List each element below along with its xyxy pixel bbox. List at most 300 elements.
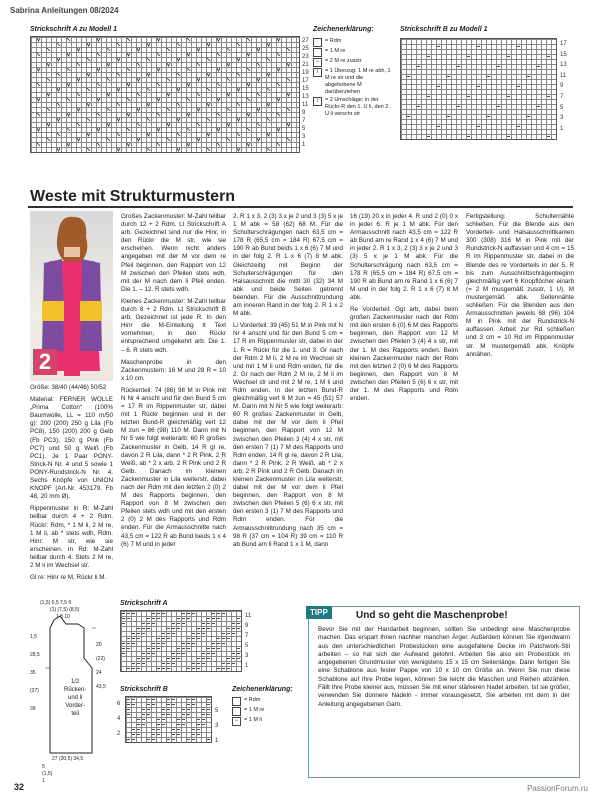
stitch-symbol [67, 143, 70, 146]
stitch-symbol [207, 73, 210, 76]
row-number: 15 [560, 51, 567, 58]
stitch-symbol [117, 58, 120, 61]
legend-symbol-icon [232, 707, 241, 716]
schema-top-dims-3: 1 8 10 [56, 614, 70, 620]
stitch-symbol [227, 138, 230, 141]
stitch-symbol [217, 83, 220, 86]
grosses-zackenmuster-text: Großes Zackenmuster: M-Zahl teilbar durch 12 + 2 Rdm. Lt Strickschrift A arb. Gezeichnet sind nur die Hinr, in den Rückr die M str, wie sie erscheinen. Wenn nicht anders angegeben mit der M vor dem re Pfeil beginnen, den Rapport von 12 M zwischen den Pfeilen stets wdh, mit der M nach dem li Pfeil enden. Die 1. – 12. R stets wdh. [121, 213, 226, 293]
chart-b-grid [400, 38, 557, 140]
stitch-symbol [77, 108, 80, 111]
stitch-symbol [187, 113, 190, 116]
stitch-symbol [97, 113, 100, 116]
stitch-symbol [47, 138, 50, 141]
column-2 [121, 213, 226, 553]
schema-dimension: 24 [96, 670, 102, 676]
legend-item [313, 38, 393, 47]
row-number: 13 [302, 94, 309, 100]
schema-top-dims-2: (1) (7,5) (8,5) [50, 607, 80, 613]
row-number: 7 [245, 633, 249, 639]
stitch-symbol [287, 108, 290, 111]
stitch-symbol [277, 113, 280, 116]
stitch-symbol [217, 128, 220, 131]
stitch-symbol [147, 43, 150, 46]
stitch-symbol [287, 138, 290, 141]
title-underline [28, 206, 573, 208]
row-number: 5 [560, 104, 564, 111]
rueckenteil-text: Rückenteil: 74 (86) 98 M in Pink mit N Nr 4 anschl und für den Bund 5 cm = 17 R im Rippenmuster str, dabei mit 1 Rückr beginnen und in der letzten Bund-R gleichmäßig vert 12 M zun = 86 (98) 110 M. Dann mit N Nr 5 wie folgt weiterarb: 60 R großes Zackenmuster in Gelb, 14 R gl re, davon 2 R Lila, dann * 2 R Pink, 2 R Weiß, ab * 2 x arb, 2 R Pink und 2 R Gelb. Danach im kleinen Zackenmuster in Lila weiterstr, dabei nach der Rdm mit den letzten 2 (0) 2 M des Rapports beginnen, den Rapport von 8 M zwischen den Pfeilen stets wdh und mit den ersten 2 (0) 2 M des Rapports und Rdm enden. Für die Armausschnitte nach 43,5 cm = 122 R ab Bund beids 1 x 4 (6) 7 M und in jeder [121, 386, 226, 548]
row-number: 17 [302, 78, 309, 84]
row-number: 3 [560, 115, 564, 122]
legend-item [313, 97, 393, 118]
stitch-symbol [57, 148, 60, 151]
stitch-symbol [57, 118, 60, 121]
legend-item [232, 697, 292, 706]
stitch-symbol [147, 148, 150, 151]
stitch-symbol [187, 98, 190, 101]
bottom-chart-a-title: Strickschrift A [120, 600, 168, 607]
stitch-symbol [37, 113, 40, 116]
stitch-symbol [57, 43, 60, 46]
stitch-symbol [157, 83, 160, 86]
stitch-symbol [47, 48, 50, 51]
schema-dimension: 20 [96, 642, 102, 648]
row-number: 11 [302, 102, 309, 108]
stitch-symbol [77, 48, 80, 51]
stitch-symbol [187, 143, 190, 146]
stitch-symbol [177, 73, 180, 76]
stitch-symbol [37, 53, 40, 56]
stitch-symbol [47, 63, 50, 66]
li-vorderteil-cont-text: 16 (19) 20 x in jeder 4. R und 2 (0) 0 x in jeder 6. R je 1 M abk. Für den Armausschnitt nach 43,5 cm = 122 R ab Bund am re Rand 1 x 4 (6) 7 M und in jeder 2. R 1 x 3, 2 (3) 3 x je 2 und 3 (3) 5 x je 1 M abk. Für die Schulterschrägung nach 63,5 cm = 178 R (65,5 cm = 184 R) 67,5 cm = 190 R ab Bund am re Rand 1 x 6 (6) 7 M und in der folg 2. R 1 x 6 (7) 8 M abk. [350, 213, 458, 301]
row-number: 17 [560, 41, 567, 47]
stitch-symbol [187, 68, 190, 71]
stitch-symbol [177, 43, 180, 46]
tipp-title: Und so geht die Maschenprobe! [356, 610, 508, 621]
stitch-symbol [267, 73, 270, 76]
chart-a-symbols [31, 37, 299, 152]
bottom-chart-b-title: Strickschrift B [120, 686, 168, 693]
stitch-symbol [197, 93, 200, 96]
stitch-symbol [177, 118, 180, 121]
row-number: 3 [302, 134, 306, 140]
stitch-symbol [247, 38, 250, 41]
row-number: 1 [302, 142, 306, 148]
stitch-symbol [107, 78, 110, 81]
row-number: 4 [117, 716, 121, 722]
glatt-rechts-text: Gl re: Hinr re M, Rückr li M. [30, 574, 107, 582]
stitch-symbol [37, 38, 40, 41]
stitch-symbol [177, 88, 180, 91]
stitch-symbol [287, 93, 290, 96]
stitch-symbol [137, 108, 140, 111]
legend-text: = 1 M re [325, 48, 346, 54]
stitch-symbol [87, 73, 90, 76]
stitch-symbol [287, 123, 290, 126]
row-number: 9 [245, 623, 249, 629]
stitch-symbol [247, 113, 250, 116]
row-number: 5 [302, 126, 306, 132]
legend-item [232, 717, 292, 726]
stitch-symbol [267, 88, 270, 91]
row-number: 1 [215, 738, 219, 744]
column-1 [30, 384, 113, 586]
stitch-symbol [117, 148, 120, 151]
stitch-symbol [127, 53, 130, 56]
li-vorderteil-text: Li Vorderteil: 39 (45) 51 M in Pink mit N Nr 4 anschl und für den Bund 5 cm = 17 R im Rippenmuster str, dabei in der 1. R = Rückr für die 1. und 3. Gr nach der Rdm 2 M li, 2 M re im Wechsel str und mit 1 M li und Rdm enden, für die 2. Gr nach der Rdm 2 M re, 2 M li im Wechsel str und mit 2 M re, 1 M li und Rdm enden. In der letzten Bund-R gleichmäßig vert 6 M zun = 45 (51) 57 M. Dann mit N Nr 5 wie folgt weiterarb: 60 R großes Zackenmuster in Gelb, dabei mit der M vor dem li Pfeil beginnen, den Rapport von 12 M zwischen den Pfeilen 3 (4) 4 x str, mit den ersten 7 (1) 7 M des Rapports und Rdm enden, 14 R gl re, davon 2 R Lila, dann * 2 R Pink, 2 R Weiß, ab * 2 x arb, 2 R Pink und 2 R Gelb. Danach im kleinen Zackenmuster in Lila weiterstr, dabei mit der M vor dem li Pfeil beginnen, den Rapport von 8 M zwischen den Pfeilen 5 (6) 6 x str, mit den ersten 3 (1) 7 M des Rapports und Rdm enden. Für die Armausschnittrundung nach 35 cm = 98 R (37 cm = 104 R) 39 cm = 110 R ab Bund am li Rand 1 x 1 M, dann [233, 322, 343, 548]
legend-symbol-icon [313, 48, 322, 57]
schema-bottom-small-2: (1,5) [42, 771, 53, 777]
tipp-tag: TIPP [306, 606, 332, 619]
stitch-symbol [267, 148, 270, 151]
stitch-symbol [177, 148, 180, 151]
stitch-symbol [147, 103, 150, 106]
stitch-symbol [257, 123, 260, 126]
stitch-symbol [117, 43, 120, 46]
chart-b-symbols [401, 39, 556, 139]
stitch-symbol [267, 133, 270, 136]
stitch-symbol [237, 43, 240, 46]
row-number: 11 [245, 613, 252, 619]
row-number: 23 [302, 54, 309, 60]
stitch-symbol [137, 48, 140, 51]
article-title: Weste mit Strukturmustern [30, 188, 236, 205]
rippenmuster-text: Rippenmuster in R: M-Zahl teilbar durch 4 + 2 Rdm. Rückr: Rdm, * 1 M li, 2 M re, 1 M li, ab * stets wdh, Rdm. Hinr: M str, wie sie erscheinen. In Rd: M-Zahl teilbar durch 4. Stets 2 M re, 2 M li im Wechsel str. [30, 505, 113, 569]
stitch-symbol [277, 83, 280, 86]
stitch-symbol [77, 93, 80, 96]
stitch-symbol [187, 38, 190, 41]
stitch-symbol [87, 103, 90, 106]
row-number: 1 [560, 125, 564, 132]
schema-dimension: 39 [30, 706, 36, 712]
stitch-symbol [257, 108, 260, 111]
row-number: 5 [215, 708, 219, 714]
stitch-symbol [157, 143, 160, 146]
stitch-symbol [167, 78, 170, 81]
legend-symbol-icon [313, 38, 322, 47]
maschenprobe-text: Maschenprobe in den Zackenmustern: 16 M und 28 R = 10 x 10 cm. [121, 358, 226, 382]
stitch-symbol [197, 138, 200, 141]
chart-a-title: Strickschrift A zu Modell 1 [30, 26, 117, 33]
row-number: 19 [302, 70, 309, 76]
stitch-symbol [107, 123, 110, 126]
stitch-symbol [57, 58, 60, 61]
stitch-symbol [267, 58, 270, 61]
stitch-symbol [227, 63, 230, 66]
stitch-symbol [157, 68, 160, 71]
stitch-symbol [87, 43, 90, 46]
stitch-symbol [37, 98, 40, 101]
row-number: 2 [117, 731, 121, 737]
stitch-symbol [87, 58, 90, 61]
legend-symbol-icon: \ [313, 68, 322, 77]
watermark: PassionForum.ru [527, 784, 588, 793]
schema-bottom-small: 5 [42, 764, 45, 770]
stitch-symbol [197, 63, 200, 66]
column-4 [350, 213, 458, 407]
stitch-symbol [237, 103, 240, 106]
legend-text: = 2 Umschläge; in der Rückr-R den 1. U li, den 2. U li verschr str [325, 97, 390, 117]
stitch-symbol [237, 118, 240, 121]
stitch-symbol [207, 148, 210, 151]
stitch-symbol [107, 63, 110, 66]
stitch-symbol [77, 138, 80, 141]
stitch-symbol [117, 133, 120, 136]
stitch-symbol [47, 78, 50, 81]
stitch-symbol [197, 123, 200, 126]
legend-text: = Rdm [244, 697, 261, 703]
stitch-symbol [247, 98, 250, 101]
stitch-symbol [67, 68, 70, 71]
stitch-symbol [287, 78, 290, 81]
stitch-symbol [177, 58, 180, 61]
stitch-symbol [137, 138, 140, 141]
stitch-symbol [57, 73, 60, 76]
bottom-chart-b-row-numbers-left [117, 697, 120, 742]
stitch-symbol [127, 113, 130, 116]
stitch-symbol [107, 93, 110, 96]
stitch-symbol [277, 53, 280, 56]
bottom-chart-b-grid [125, 696, 212, 743]
schema-dimension: 43,5 [96, 684, 106, 690]
schema-label-line: teil [71, 711, 79, 717]
schema-dimension: 28,5 [30, 652, 40, 658]
stitch-symbol [57, 133, 60, 136]
stitch-symbol [277, 38, 280, 41]
stitch-symbol [247, 68, 250, 71]
stitch-symbol [197, 48, 200, 51]
stitch-symbol [227, 78, 230, 81]
stitch-symbol [237, 73, 240, 76]
fertigstellung-text: Fertigstellung: Schulternähte schließen. Für die Blende aus den Vorderteil- und Halsausschnittkanten 300 (308) 316 M in Pink mit der Rundstrick-N auffassen und 4 cm = 15 R im Rippenmuster str, dabei in die Blende des re Vorderteils in der 5. R bis zum Ausschnittschrägenbeginn gleichmäßig vert 6 Knopflöcher einarb (= 2 M musgemäß zusstr, 1 U). M mustergemäß abk. Seitennähte schließen. Für die Blenden aus den Armausschnitten jeweils 88 (96) 104 M in Pink mit der Rundstrick-N auffassen. Arbeit zur Rd schließen und 3 cm = 10 Rd im Rippenmuster str. M mustergemäß abk. Knöpfe annähen. [466, 213, 574, 358]
stitch-symbol [67, 53, 70, 56]
schema-label-line: und li [68, 695, 83, 701]
row-number: 9 [560, 83, 564, 90]
row-number: 11 [560, 72, 567, 79]
stitch-symbol [277, 128, 280, 131]
stitch-symbol [227, 48, 230, 51]
stitch-symbol [157, 98, 160, 101]
row-number: 27 [302, 38, 309, 44]
stitch-symbol [37, 83, 40, 86]
stitch-symbol [97, 128, 100, 131]
stitch-symbol [237, 58, 240, 61]
stitch-symbol [187, 53, 190, 56]
schema-dimension: (37) [30, 688, 39, 694]
legend-symbol-icon: − [313, 58, 322, 67]
stitch-symbol [237, 148, 240, 151]
stitch-symbol [87, 148, 90, 151]
stitch-symbol [207, 103, 210, 106]
stitch-symbol [217, 98, 220, 101]
stitch-symbol [197, 78, 200, 81]
stitch-symbol [167, 123, 170, 126]
stitch-symbol [157, 128, 160, 131]
stitch-symbol [67, 38, 70, 41]
chart-b-row-numbers [560, 39, 567, 134]
legend-text: = 2 M re zusstr [325, 58, 362, 64]
schema-label-line: Rücken- [64, 687, 87, 693]
stitch-symbol [137, 93, 140, 96]
stitch-symbol [227, 93, 230, 96]
stitch-symbol [207, 58, 210, 61]
stitch-symbol [107, 48, 110, 51]
stitch-symbol [117, 88, 120, 91]
stitch-symbol [57, 88, 60, 91]
stitch-symbol [257, 93, 260, 96]
stitch-symbol [97, 98, 100, 101]
legend-item [313, 48, 393, 57]
stitch-symbol [267, 43, 270, 46]
column-3 [233, 213, 343, 553]
stitch-symbol [247, 83, 250, 86]
stitch-symbol [157, 113, 160, 116]
stitch-symbol [97, 38, 100, 41]
schema-dimension: 1,5 [30, 634, 37, 640]
stitch-symbol [187, 83, 190, 86]
sizes-text: Größe: 38/40 (44/46) 50/52 [30, 384, 107, 391]
row-number: 7 [302, 118, 306, 124]
stitch-symbol [87, 118, 90, 121]
legend-bottom [232, 697, 292, 727]
stitch-symbol [87, 133, 90, 136]
stitch-symbol [167, 93, 170, 96]
stitch-symbol [277, 143, 280, 146]
page-number: 32 [14, 782, 25, 792]
stitch-symbol [67, 128, 70, 131]
row-number: 7 [560, 93, 564, 100]
stitch-symbol [97, 143, 100, 146]
row-number: 3 [245, 653, 249, 659]
stitch-symbol [177, 133, 180, 136]
stitch-symbol [107, 138, 110, 141]
stitch-symbol [177, 103, 180, 106]
stitch-symbol [117, 118, 120, 121]
stitch-symbol [117, 73, 120, 76]
schema-bottom-small-3: 1 [42, 778, 45, 784]
stitch-symbol [167, 108, 170, 111]
stitch-symbol [217, 143, 220, 146]
stitch-symbol [37, 128, 40, 131]
stitch-symbol [147, 73, 150, 76]
stitch-symbol [87, 88, 90, 91]
stitch-symbol [127, 143, 130, 146]
stitch-symbol [207, 88, 210, 91]
schema-label-line: Vorder- [65, 703, 86, 709]
stitch-symbol [187, 128, 190, 131]
stitch-symbol [67, 113, 70, 116]
stitch-symbol [127, 68, 130, 71]
legend-top-title: Zeichenerklärung: [313, 26, 374, 33]
stitch-symbol [47, 123, 50, 126]
schema-right-dims [96, 638, 106, 694]
stitch-symbol [117, 103, 120, 106]
stitch-symbol [37, 143, 40, 146]
stitch-symbol [77, 123, 80, 126]
magazine-header: Sabrina Anleitungen 08/2024 [10, 6, 119, 15]
stitch-symbol [197, 108, 200, 111]
stitch-symbol [57, 103, 60, 106]
model-number-badge: 2 [33, 349, 57, 375]
stitch-symbol [47, 93, 50, 96]
legend-symbol-icon: ↕ [313, 97, 322, 106]
chart-a-grid [30, 36, 300, 153]
stitch-symbol [237, 88, 240, 91]
legend-bottom-title: Zeichenerklärung: [232, 686, 293, 693]
stitch-symbol [217, 38, 220, 41]
row-number: 6 [117, 701, 121, 707]
schema-dimension: (22) [96, 656, 105, 662]
row-number: 21 [302, 62, 309, 68]
stitch-symbol [167, 63, 170, 66]
legend-symbol-icon: − [232, 717, 241, 726]
stitch-symbol [267, 118, 270, 121]
schema-bottom-dims: 27 (30,5) 34,5 [52, 756, 84, 762]
stitch-symbol [127, 38, 130, 41]
stitch-symbol [77, 63, 80, 66]
stitch-symbol [107, 108, 110, 111]
stitch-symbol [137, 63, 140, 66]
stitch-symbol [247, 128, 250, 131]
bottom-chart-b-row-numbers-right [215, 704, 218, 749]
stitch-symbol [157, 53, 160, 56]
stitch-symbol [237, 133, 240, 136]
stitch-symbol [227, 108, 230, 111]
pattern-schema [30, 598, 115, 783]
bottom-chart-b-symbols [126, 697, 211, 742]
kleines-zackenmuster-text: Kleines Zackenmuster: M-Zahl teilbar durch 8 + 2 Rdm. Lt Strickschrift B arb. Gezeichnet ist jede R. In den Hinr die M-Einteilung lt Text vornehmen, in den Rückr entsprechend umgekehrt arb. Die 1. – 6. R stets wdh. [121, 297, 226, 354]
legend-symbol-icon [232, 697, 241, 706]
legend-text: = 1 Überzug: 1 M re abh, 1 M re str und die abgehobene M darüberziehen [325, 68, 391, 95]
row-number: 9 [302, 110, 306, 116]
legend-item [232, 707, 292, 716]
stitch-symbol [147, 88, 150, 91]
stitch-symbol [207, 118, 210, 121]
stitch-symbol [217, 113, 220, 116]
stitch-symbol [167, 48, 170, 51]
schema-top-dims: (1,5) 0,5 7,5 9 [40, 600, 72, 606]
bottom-chart-a-grid [120, 610, 242, 672]
legend-text: = 1 M re [244, 707, 265, 713]
stitch-symbol [97, 83, 100, 86]
chart-b-title: Strickschrift B zu Modell 1 [400, 26, 488, 33]
legend-text: = 1 M li [244, 717, 262, 723]
bottom-chart-a-row-numbers [245, 611, 251, 671]
stitch-symbol [217, 68, 220, 71]
stitch-symbol [207, 43, 210, 46]
chart-a-row-numbers [302, 37, 309, 149]
stitch-symbol [257, 78, 260, 81]
legend-text: = Rdm [325, 38, 342, 44]
tipp-text: Bevor Sie mit der Handarbeit beginnen, sollten Sie unbedingt eine Maschenprobe machen. Das erspart Ihnen nachher manchen Ärger. Außerdem können Sie irgendwann aus den unterschiedlichen Probestücken eine ausgefallene Decke im Patchwork-Stil arbeiten – so hat sich der Aufwand gelohnt. Arbeiten Sie also ein Probestück im angegebenen Grundmuster von wenigstens 15 x 15 cm Seitenlänge. Dann fertigen Sie eine Schablone aus fester Pappe von 10 x 10 cm Größe an. Wenn Sie nun diese Schablone auf Ihre Probe legen, können Sie leicht die Maschen und Reihen abzählen. Fällt Ihre Probe kleiner aus, müssen Sie mit einer stärkeren Nadel arbeiten. Ist sie größer, verwenden Sie dünnere Nadeln - immer vorausgesetzt, Sie arbeiten mit dem in der Anleitung angegebenen Garn. [318, 626, 570, 708]
row-number: 15 [302, 86, 309, 92]
stitch-symbol [97, 53, 100, 56]
row-number: 13 [560, 62, 567, 69]
material-text: Material: FERNER WOLLE „Prima Cotton“ (100% Baumwolle, LL = 110 m/50 g): 200 (200) 250 g Lila (Fb PC8), 150 (200) 200 g Gelb (Fb PC3), 150 g Pink (Fb PC7) und 50 g Weiß (Fb PC1). Je 1 Paar PONY-Strick-N Nr. 4 und 5 sowie 1 PONY-Rundstrick-N Nr. 4. Sechs Knöpfe von UNION KNOPF (Art-Nr. 453179, Fb 48, 20 mm Ø). [30, 396, 113, 501]
stitch-symbol [247, 53, 250, 56]
stitch-symbol [97, 68, 100, 71]
stitch-symbol [157, 38, 160, 41]
stitch-symbol [137, 123, 140, 126]
schema-part-label [64, 678, 86, 718]
stitch-symbol [67, 83, 70, 86]
schema-dimension: 35 [30, 670, 36, 676]
stitch-symbol [227, 123, 230, 126]
stitch-symbol [127, 128, 130, 131]
stitch-symbol [287, 48, 290, 51]
stitch-symbol [247, 143, 250, 146]
row-number: 25 [302, 46, 309, 52]
bottom-chart-a-symbols [121, 611, 241, 671]
